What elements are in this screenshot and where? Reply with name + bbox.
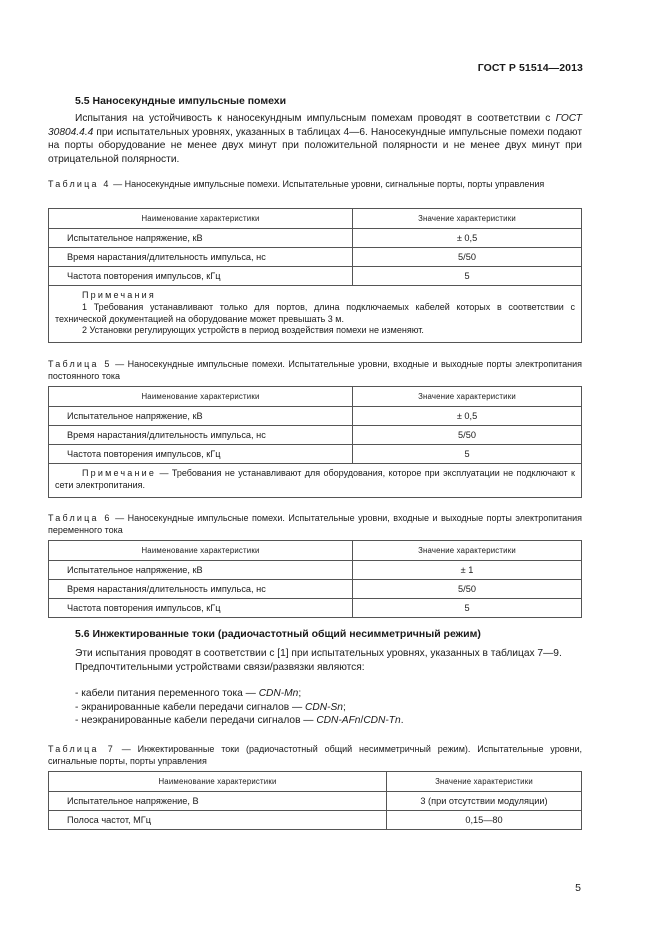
table-4-header-value: Значение характеристики <box>353 209 582 229</box>
list-item: - неэкранированные кабели передачи сигналов — CDN-AFn/CDN-Tn. <box>75 715 404 727</box>
table-row: Частота повторения импульсов, кГц 5 <box>49 445 582 464</box>
table-6-header-value: Значение характеристики <box>353 541 582 561</box>
table-5-header-value: Значение характеристики <box>353 387 582 407</box>
table-row: Время нарастания/длительность импульса, нс 5/50 <box>49 248 582 267</box>
table-row: Испытательное напряжение, В 3 (при отсутствии модуляции) <box>49 792 582 811</box>
table-5-note: Примечание — Требования не устанавливают для оборудования, которое при эксплуатации не подключают к сети электропитания. <box>49 464 582 498</box>
list-item: - экранированные кабели передачи сигналов — CDN-Sn; <box>75 701 346 713</box>
table-row: Частота повторения импульсов, кГц 5 <box>49 599 582 618</box>
table-row: Время нарастания/длительность импульса, нс 5/50 <box>49 580 582 599</box>
table-6 <box>48 540 582 618</box>
table-row: Испытательное напряжение, кВ ± 0,5 <box>49 229 582 248</box>
coupling-devices-list <box>75 687 582 728</box>
page-number: 5 <box>575 882 581 894</box>
table-5-header-name: Наименование характеристики <box>49 387 353 407</box>
section-5-5-title: 5.5 Наносекундные импульсные помехи <box>75 95 287 107</box>
table-7-header-name: Наименование характеристики <box>49 772 387 792</box>
table-4-notes: Примечания 1 Требования устанавливают только для портов, длина подключаемых кабелей которых в соответствии с технической документацией на оборудование может превышать 3 м. 2 Установки регулирующих устройств в период воздействия помехи не изменяют. <box>49 286 582 343</box>
section-5-6-title: 5.6 Инжектированные токи (радиочастотный общий несимметричный режим) <box>75 628 481 640</box>
section-5-6-paragraph: Эти испытания проводят в соответствии с [1] при испытательных уровнях, указанных в таблицах 7—9. Предпочтительными устройствами связи/развязки являются: <box>75 648 562 673</box>
table-4 <box>48 208 582 343</box>
document-standard-number: ГОСТ Р 51514—2013 <box>477 62 583 74</box>
table-7-header-value: Значение характеристики <box>387 772 582 792</box>
table-6-header-name: Наименование характеристики <box>49 541 353 561</box>
list-item: - кабели питания переменного тока — CDN-Mn; <box>75 688 302 699</box>
table-row: Частота повторения импульсов, кГц 5 <box>49 267 582 286</box>
table-4-header-name: Наименование характеристики <box>49 209 353 229</box>
table-row: Испытательное напряжение, кВ ± 1 <box>49 561 582 580</box>
gost-reference: ГОСТ 30804.4.4 <box>48 113 582 138</box>
section-5-5-paragraph: Испытания на устойчивость к наносекундным импульсным помехам проводят в соответствии с ГОСТ 30804.4.4 при испытательных уровнях, указанных в таблицах 4—6. Наносекундные импульсные помехи подают на порты оборудование не менее двух минут при положительной полярности и не менее двух минут при отрицательной полярности. <box>48 113 582 165</box>
table-row: Время нарастания/длительность импульса, нс 5/50 <box>49 426 582 445</box>
table-7-caption: Таблица 7 — Инжектированные токи (радиочастотный общий несимметричный режим). Испытательные уровни, сигнальные порты, порты управления <box>48 744 582 766</box>
table-6-caption: Таблица 6 — Наносекундные импульсные помехи. Испытательные уровни, входные и выходные порты электропитания переменного тока <box>48 513 582 535</box>
table-row: Полоса частот, МГц 0,15—80 <box>49 811 582 830</box>
table-5-caption: Таблица 5 — Наносекундные импульсные помехи. Испытательные уровни, входные и выходные порты электропитания постоянного тока <box>48 359 582 381</box>
table-4-caption: Таблица 4 — Наносекундные импульсные помехи. Испытательные уровни, сигнальные порты, порты управления <box>48 179 545 189</box>
table-row: Испытательное напряжение, кВ ± 0,5 <box>49 407 582 426</box>
table-5 <box>48 386 582 498</box>
table-7 <box>48 771 582 830</box>
